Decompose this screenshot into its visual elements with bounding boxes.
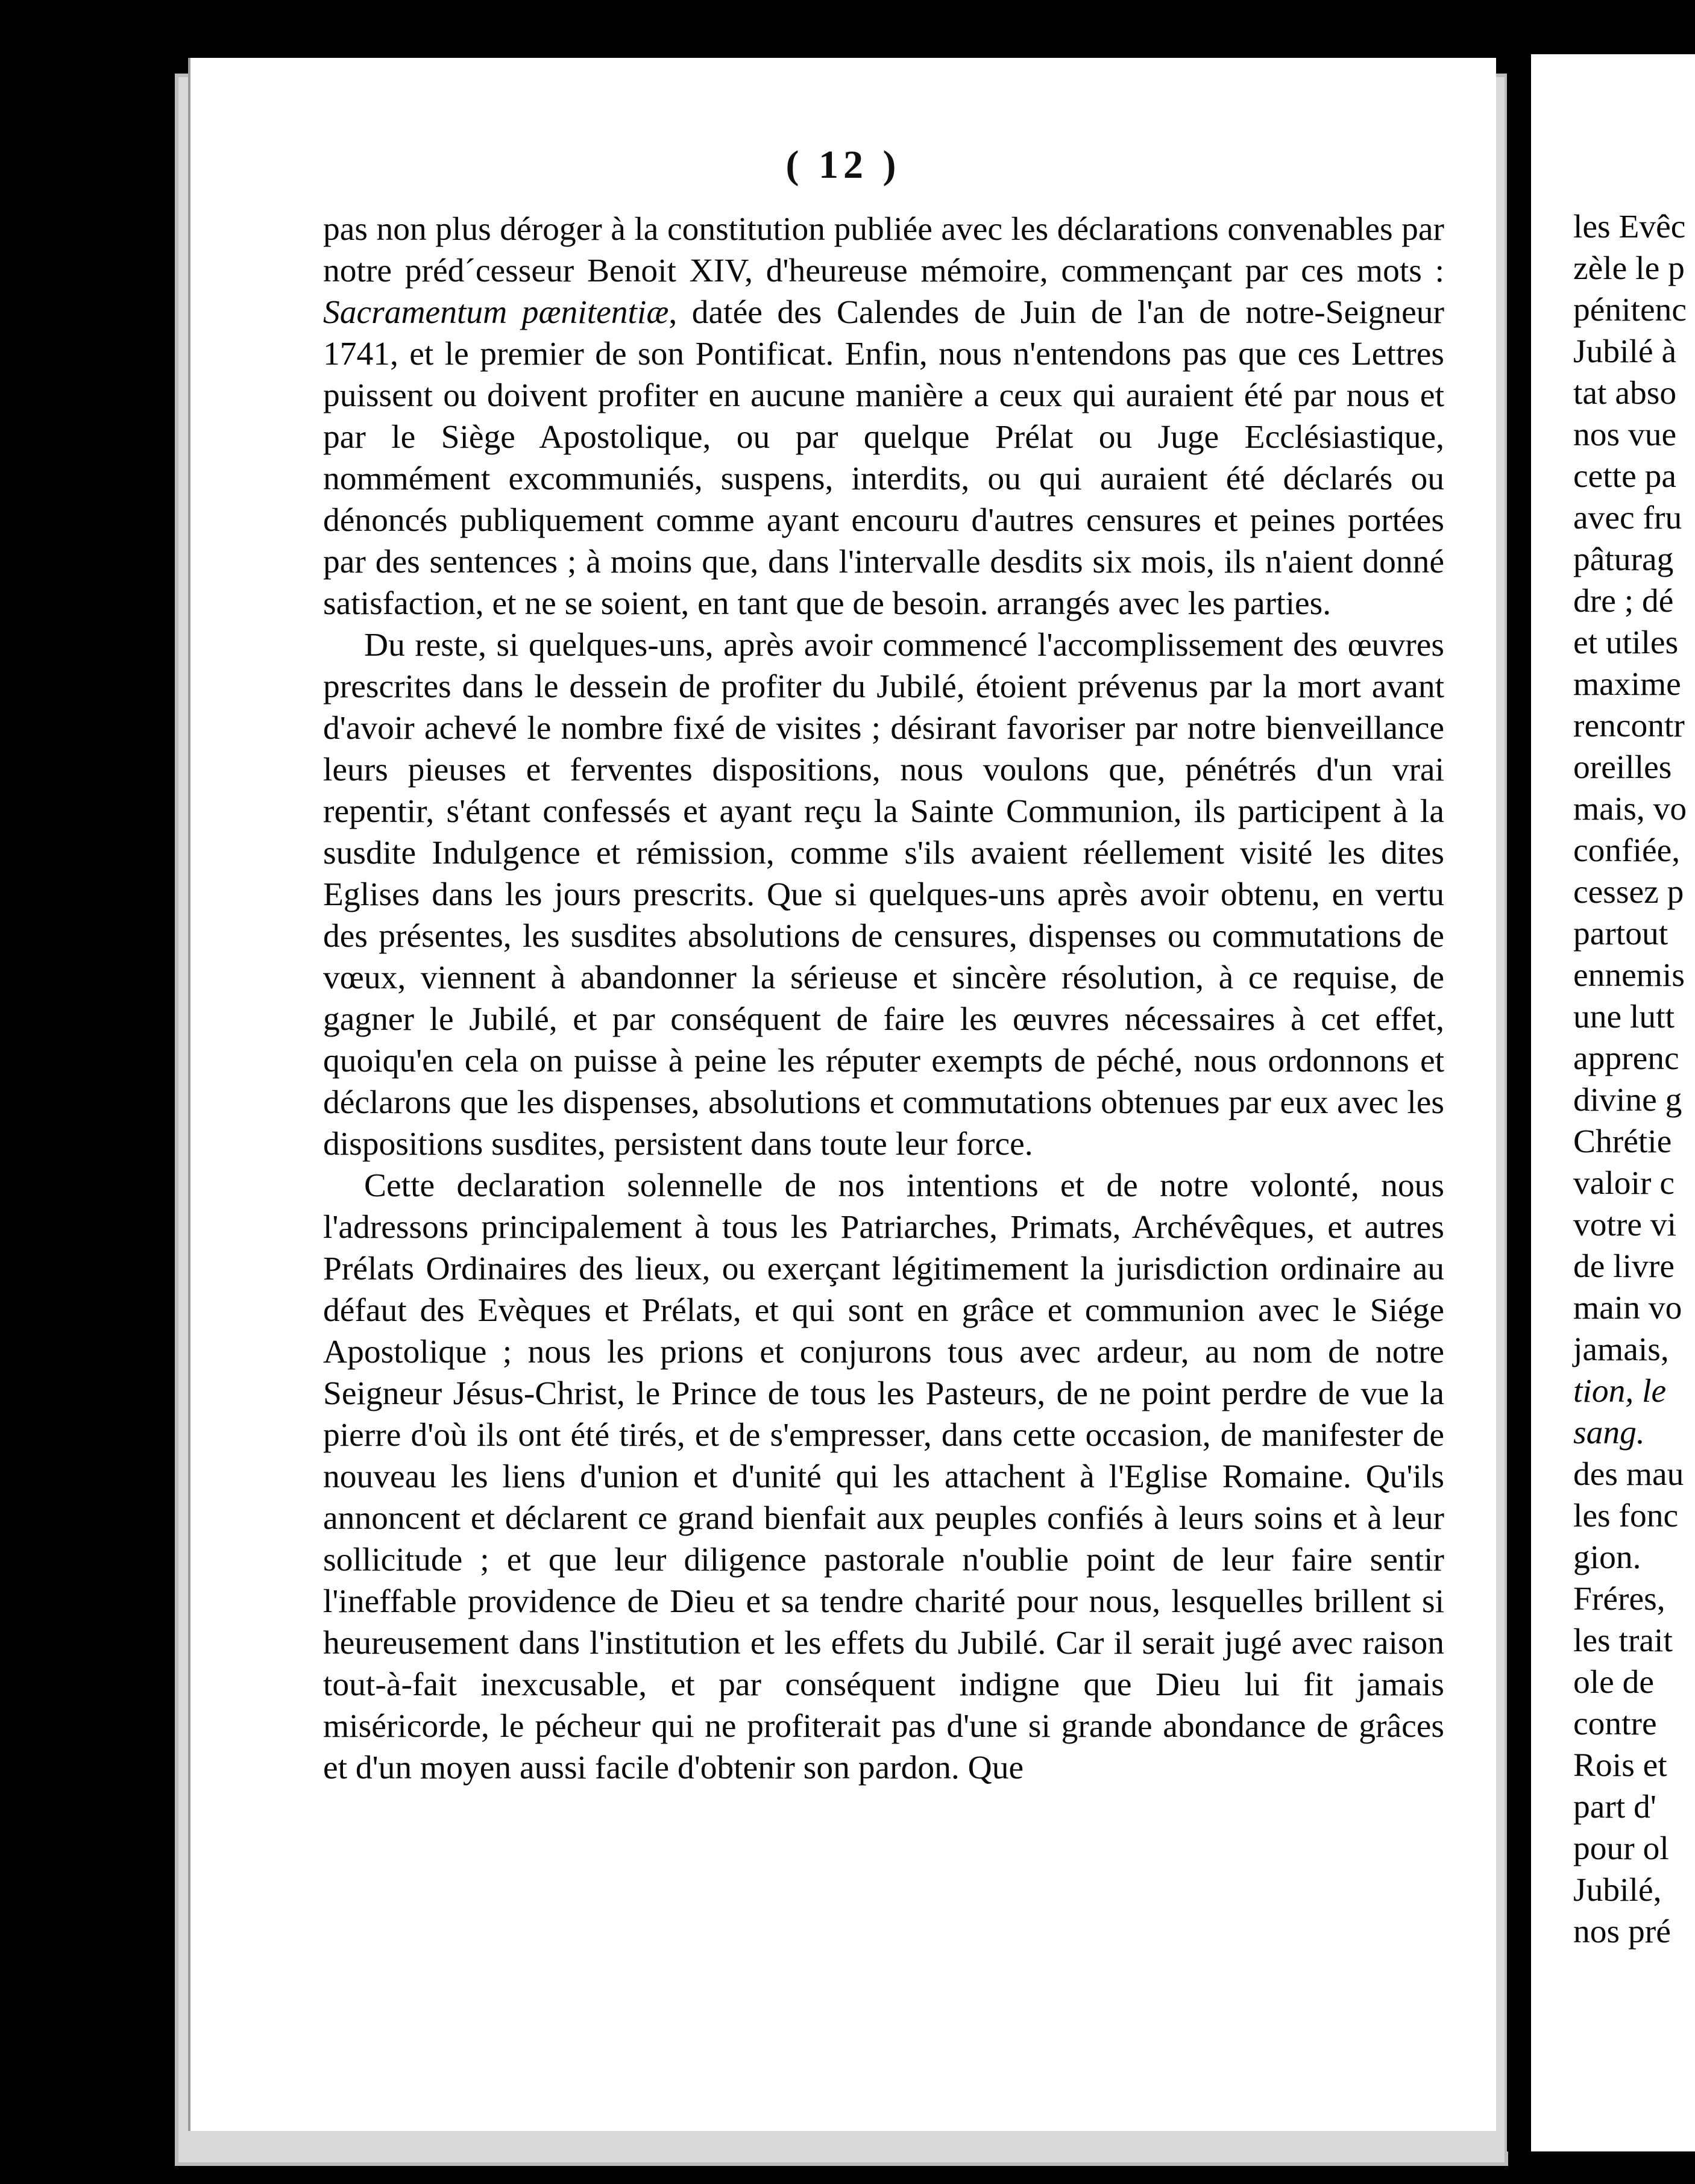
- right-page-line: maxime: [1573, 666, 1681, 703]
- right-page-line: main vo: [1573, 1290, 1682, 1326]
- right-page-line: votre vi: [1573, 1207, 1677, 1243]
- right-page-line: contre: [1573, 1705, 1657, 1742]
- italic-text-run: Sacramentum pænitentiæ: [323, 294, 669, 331]
- right-page-fragment: [1531, 54, 1695, 2151]
- right-page-line: valoir c: [1573, 1165, 1675, 1202]
- right-page-line: confiée,: [1573, 832, 1681, 869]
- text-run: Du reste, si quelques-uns, après avoir commencé l'accomplissement des œuvres prescrites dans le dessein de profiter du Jubilé, étoient prévenus par la mort avant d'avoir achevé le nombre fixé de visites ; désirant favoriser par notre bienveillance leurs pieuses et ferventes dispositions, nous voulons que, pénétrés d'un vrai repentir, s'étant confessés et ayant reçu la Sainte Communion, ils participent à la susdite Indulgence et rémission, comme s'ils avaient réellement visité les dites Eglises dans les jours prescrits. Que si quelques-uns après avoir obtenu, en vertu des présentes, les susdites absolutions de censures, dispenses ou commutations de vœux, viennent à abandonner la sérieuse et sincère résolution, à ce requise, de gagner le Jubilé, et par conséquent de faire les œuvres nécessaires à cet effet, quoiqu'en cela on puisse à peine les réputer exempts de péché, nous ordonnons et déclarons que les dispenses, absolutions et commutations obtenues par eux avec les dispositions susdites, persistent dans toute leur force.: [323, 627, 1444, 1163]
- paragraph: [323, 209, 1444, 624]
- right-page-line: nos vue: [1573, 416, 1677, 453]
- page-gutter: [1507, 54, 1531, 2151]
- right-page-line: Jubilé à: [1573, 333, 1677, 370]
- page-number: ( 12 ): [785, 143, 901, 187]
- right-page-line: tat abso: [1573, 375, 1677, 412]
- right-page-line: Fréres,: [1573, 1581, 1665, 1618]
- right-page-line: une lutt: [1573, 999, 1675, 1035]
- right-page-line: cette pa: [1573, 458, 1676, 495]
- right-page-line: pour ol: [1573, 1830, 1669, 1867]
- text-run: pas non plus déroger à la constitution publiée avec les déclarations convenables par notre préd´cesseur Benoit XIV, d'heureuse mémoire, commençant par ces mots :: [323, 211, 1444, 289]
- left-page: [188, 58, 1496, 2131]
- right-page-lines: [1573, 206, 1695, 1953]
- right-page-line: pâturag: [1573, 541, 1674, 578]
- body-text: [323, 209, 1444, 1789]
- right-page-line: et utiles: [1573, 624, 1679, 661]
- right-page-line: Jubilé,: [1573, 1872, 1662, 1909]
- right-page-line: ennemis: [1573, 957, 1685, 994]
- right-page-line: nos pré: [1573, 1913, 1671, 1950]
- right-page-line: jamais,: [1573, 1331, 1669, 1368]
- right-page-line: rencontr: [1573, 708, 1685, 744]
- right-page-line: zèle le p: [1573, 250, 1685, 287]
- right-page-line: de livre: [1573, 1248, 1675, 1285]
- paragraph: [323, 1165, 1444, 1789]
- right-page-line: avec fru: [1573, 500, 1682, 536]
- paragraph: [323, 624, 1444, 1165]
- text-run: Cette declaration solennelle de nos intentions et de notre volonté, nous l'adressons principalement à tous les Patriarches, Primats, Archévêques, et autres Prélats Ordinaires des lieux, ou exerçant légitimement la jurisdiction ordinaire au défaut des Evèques et Prélats, et qui sont en grâce et communion avec le Siége Apostolique ; nous les prions et conjurons tous avec ardeur, au nom de notre Seigneur Jésus-Christ, le Prince de tous les Pasteurs, de ne point perdre de vue la pierre d'où ils ont été tirés, et de s'empresser, dans cette occasion, de manifester de nouveau les liens d'union et d'unité qui les attachent à l'Eglise Romaine. Qu'ils annoncent et déclarent ce grand bienfait aux peuples confiés à leurs soins et à leur sollicitude ; et que leur diligence pastorale n'oublie point de leur faire sentir l'ineffable providence de Dieu et sa tendre charité pour nous, lesquelles brillent si heureusement dans l'institution et les effets du Jubilé. Car il serait jugé avec raison tout-à-fait inexcusable, et par conséquent indigne que Dieu lui fit jamais miséricorde, le pécheur qui ne profiterait pas d'une si grande abondance de grâces et d'un moyen aussi facile d'obtenir son pardon. Que: [323, 1167, 1444, 1786]
- right-page-line: les Evêc: [1573, 209, 1686, 245]
- right-page-line: Chrétie: [1573, 1123, 1672, 1160]
- right-page-line: part d': [1573, 1789, 1656, 1825]
- right-page-line: ole de: [1573, 1664, 1655, 1701]
- right-page-line: divine g: [1573, 1082, 1682, 1119]
- right-page-line: les fonc: [1573, 1498, 1679, 1534]
- right-page-line: oreilles: [1573, 749, 1672, 786]
- text-run: , datée des Calendes de Juin de l'an de notre-Seigneur 1741, et le premier de son Pontificat. Enfin, nous n'entendons pas que ces Lettres puissent ou doivent profiter en aucune manière a ceux qui auraient été par nous et par le Siège Apostolique, ou par quelque Prélat ou Juge Ecclésiastique, nommément excommuniés, suspens, interdits, ou qui auraient été déclarés ou dénoncés publiquement comme ayant encouru d'autres censures et peines portées par des sentences ; à moins que, dans l'intervalle desdits six mois, ils n'aient donné satisfaction, et ne se soient, en tant que de besoin. arrangés avec les parties.: [323, 294, 1445, 622]
- right-page-line: gion.: [1573, 1539, 1641, 1576]
- right-page-line: mais, vo: [1573, 791, 1687, 827]
- right-page-line: tion, le: [1573, 1373, 1667, 1410]
- right-page-line: Rois et: [1573, 1747, 1667, 1784]
- right-page-line: les trait: [1573, 1622, 1673, 1659]
- right-page-line: des mau: [1573, 1456, 1684, 1493]
- right-page-line: partout: [1573, 915, 1668, 952]
- right-page-line: apprenc: [1573, 1040, 1679, 1077]
- right-page-line: cessez p: [1573, 874, 1684, 911]
- right-page-line: dre ; dé: [1573, 583, 1674, 620]
- right-page-line: pénitenc: [1573, 292, 1687, 328]
- right-page-line: sang.: [1573, 1414, 1645, 1451]
